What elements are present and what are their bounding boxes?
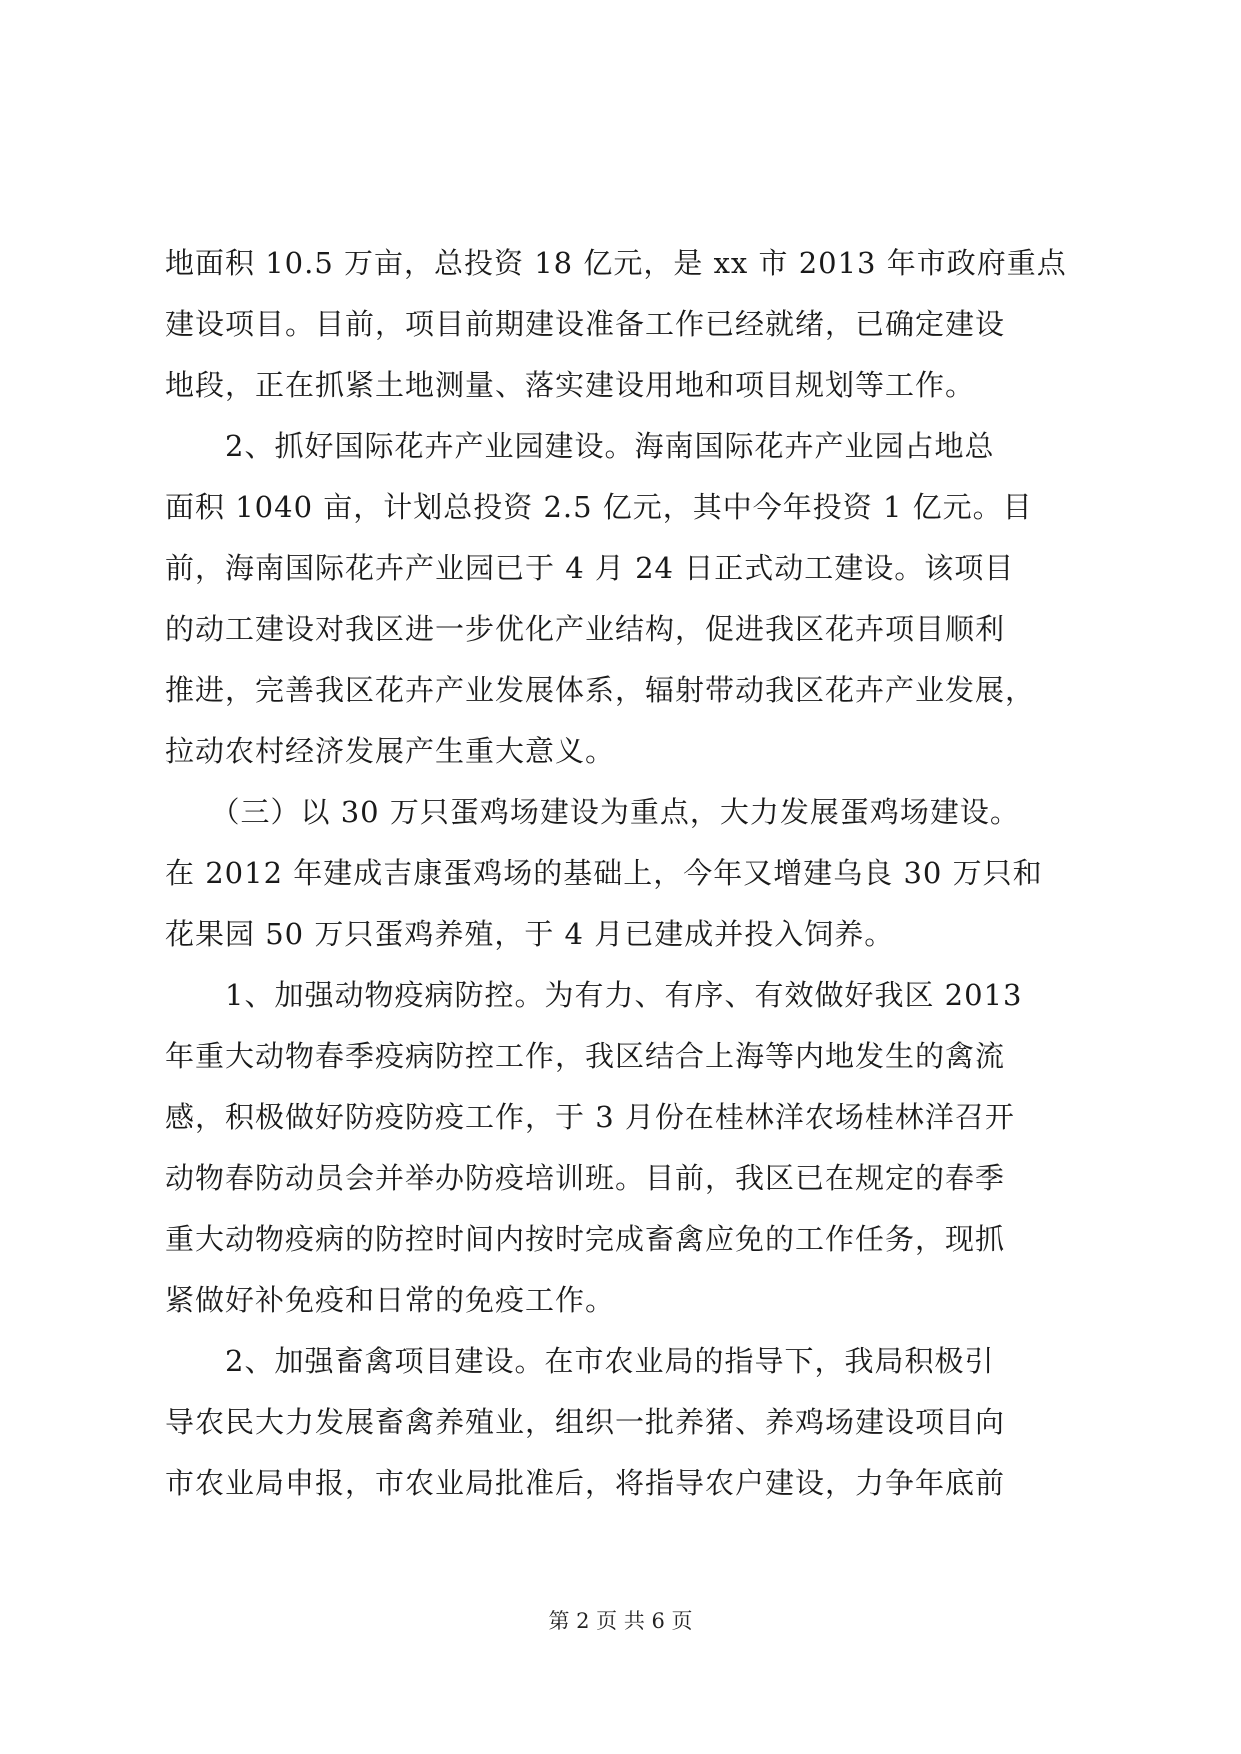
text-line: 动物春防动员会并举办防疫培训班。目前，我区已在规定的春季 [165, 1161, 1006, 1195]
text-line: 导农民大力发展畜禽养殖业，组织一批养猪、养鸡场建设项目向 [165, 1405, 1006, 1439]
text-line: 面积 1040 亩，计划总投资 2.5 亿元，其中今年投资 1 亿元。目 [165, 490, 1033, 524]
text-line: 感，积极做好防疫防疫工作，于 3 月份在桂林洋农场桂林洋召开 [165, 1100, 1015, 1134]
text-line: 花果园 50 万只蛋鸡养殖，于 4 月已建成并投入饲养。 [165, 917, 895, 951]
text-line: 的动工建设对我区进一步优化产业结构，促进我区花卉项目顺利 [165, 612, 1006, 646]
text-line: （三）以 30 万只蛋鸡场建设为重点，大力发展蛋鸡场建设。 [165, 795, 1020, 829]
text-line: 地段，正在抓紧土地测量、落实建设用地和项目规划等工作。 [165, 368, 976, 402]
text-line: 在 2012 年建成吉康蛋鸡场的基础上，今年又增建乌良 30 万只和 [165, 856, 1043, 890]
text-line: 地面积 10.5 万亩，总投资 18 亿元，是 xx 市 2013 年市政府重点 [165, 246, 1067, 280]
text-line: 重大动物疫病的防控时间内按时完成畜禽应免的工作任务，现抓 [165, 1222, 1006, 1256]
text-line: 1、加强动物疫病防控。为有力、有序、有效做好我区 2013 [165, 978, 1023, 1012]
text-line: 年重大动物春季疫病防控工作，我区结合上海等内地发生的禽流 [165, 1039, 1006, 1073]
document-body [165, 233, 1085, 1514]
text-line: 市农业局申报，市农业局批准后，将指导农户建设，力争年底前 [165, 1466, 1006, 1500]
text-line: 建设项目。目前，项目前期建设准备工作已经就绪，已确定建设 [165, 307, 1006, 341]
text-line: 拉动农村经济发展产生重大意义。 [165, 734, 616, 768]
text-line: 前，海南国际花卉产业园已于 4 月 24 日正式动工建设。该项目 [165, 551, 1015, 585]
text-line: 紧做好补免疫和日常的免疫工作。 [165, 1283, 616, 1317]
text-line: 推进，完善我区花卉产业发展体系，辐射带动我区花卉产业发展， [165, 673, 1036, 707]
page-number-footer: 第 2 页 共 6 页 [548, 1609, 693, 1633]
text-line: 2、加强畜禽项目建设。在市农业局的指导下，我局积极引 [165, 1344, 995, 1378]
text-line: 2、抓好国际花卉产业园建设。海南国际花卉产业园占地总 [165, 429, 995, 463]
